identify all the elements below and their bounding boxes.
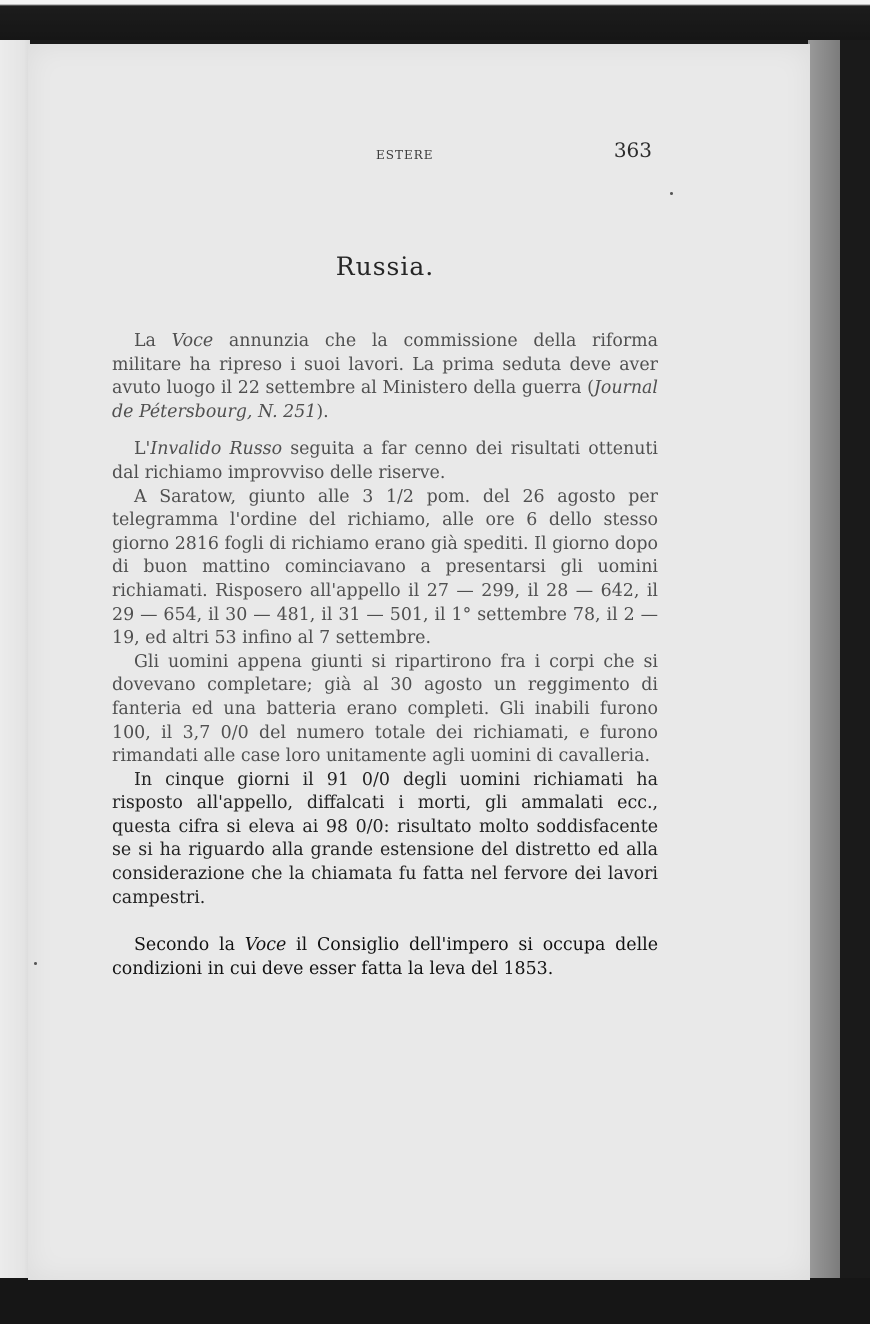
print-speck bbox=[670, 192, 673, 195]
text-run: annunzia che la commissione della riforma militare ha ripreso i suoi lavori. La prima seduta deve aver avuto luogo il 22 settembre al Ministero della guerra ( bbox=[112, 331, 659, 399]
text-run: L' bbox=[134, 439, 151, 460]
paragraph-riforma-militare bbox=[112, 330, 658, 424]
scan-bottom-border bbox=[0, 1278, 870, 1324]
italic-text-run: Voce bbox=[244, 935, 287, 956]
italic-text-run: Voce bbox=[171, 331, 214, 351]
print-speck bbox=[34, 962, 37, 965]
text-run: In cinque giorni il 91 0/0 degli uomini richiamati ha risposto all'appello, diffalcati i morti, gli ammalati ecc., questa cifra si eleva ai 98 0/0: risultato molto soddisfacente se si ha riguardo alla grande estensione del distretto ed alla considerazione che la chiamata fu fatta nel fervore dei lavori campestri. bbox=[112, 769, 658, 908]
italic-text-run: Invalido Russo bbox=[150, 439, 283, 460]
text-run: A Saratow, giunto alle 3 1/2 pom. del 26 agosto per telegramma l'ordine del richiamo, alle ore 6 dello stesso giorno 2816 fogli di richiamo erano già spediti. Il giorno dopo di buon mattino cominciavano a presentarsi gli uomini richiamati. Risposero all'appello il 27 — 299, il 28 — 642, il 29 — 654, il 30 — 481, il 31 — 501, il 1° settembre 78, il 2 — 19, ed altri 53 infino al 7 settembre. bbox=[112, 486, 658, 649]
running-head: ESTERE bbox=[376, 148, 434, 162]
text-run: il Consiglio dell'impero si occupa delle condizioni in cui deve esser fatta la leva del 1853. bbox=[112, 935, 658, 979]
paragraph-saratow bbox=[112, 486, 658, 651]
page-header bbox=[112, 132, 658, 162]
paragraph-uomini-giunti bbox=[112, 651, 658, 769]
text-run: Secondo la bbox=[134, 935, 245, 956]
paragraph-cinque-giorni bbox=[112, 769, 658, 911]
scan-top-border bbox=[0, 0, 870, 40]
text-run: ). bbox=[316, 401, 329, 422]
italic-text-run: Journal de Pétersbourg, N. 251 bbox=[112, 378, 658, 422]
article-body bbox=[112, 330, 658, 981]
paragraph-invalido-russo bbox=[112, 438, 658, 485]
paragraph-consiglio-impero bbox=[112, 934, 658, 981]
section-title: Russia. bbox=[335, 252, 435, 281]
text-run: seguita a far cenno dei risultati ottenuti dal richiamo improvviso delle riserve. bbox=[112, 439, 658, 483]
text-run: La bbox=[134, 331, 172, 351]
scan-right-shadow bbox=[808, 40, 840, 1290]
text-run: Gli uomini appena giunti si ripartirono fra i corpi che si dovevano completare; già al 30 agosto un reggimento di fanteria ed una batteria erano completi. Gli inabili furono 100, il 3,7 0/0 del numero totale dei richiamati, e furono rimandati alle case loro unitamente agli uomini di cavalleria. bbox=[112, 651, 658, 767]
scan-left-margin bbox=[0, 40, 30, 1280]
page-number: 363 bbox=[613, 138, 652, 162]
